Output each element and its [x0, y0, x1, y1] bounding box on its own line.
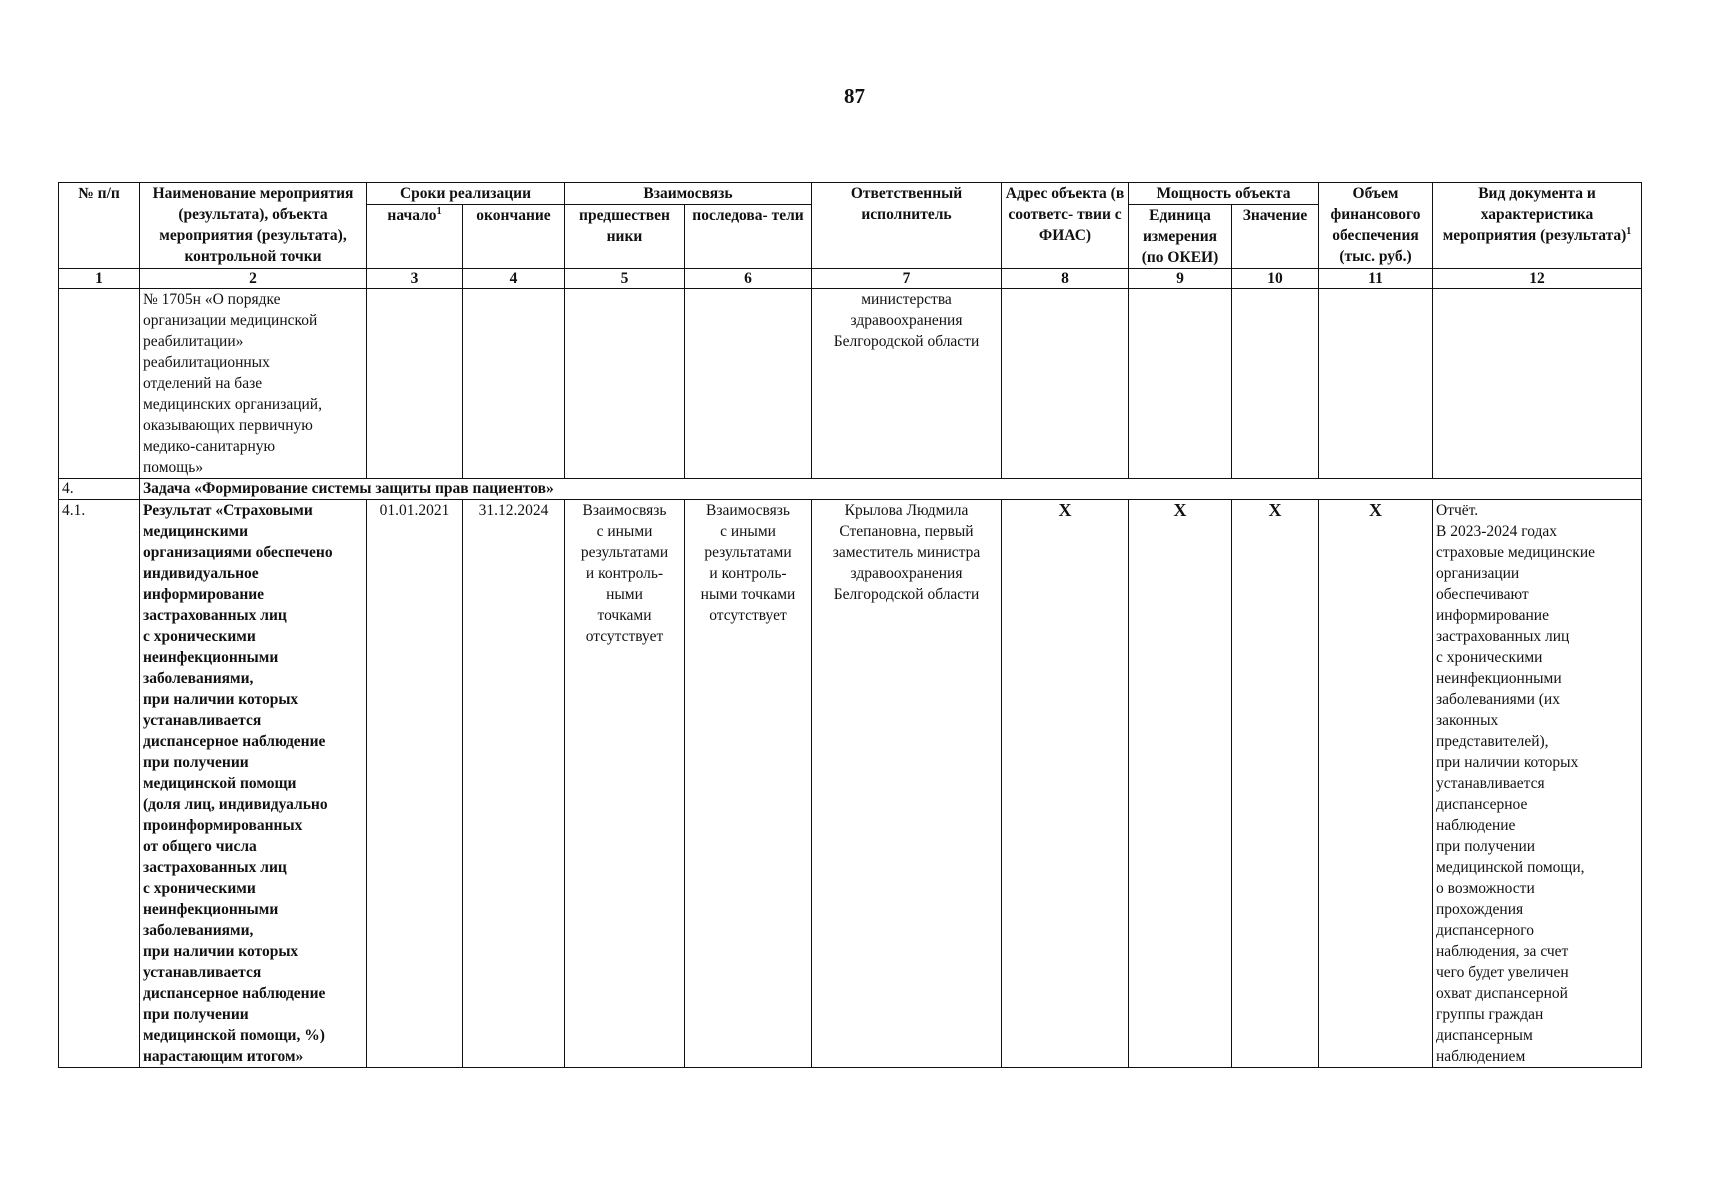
header-successors: последова- тели — [685, 205, 812, 269]
cell-empty — [1319, 289, 1433, 479]
header-name: Наименование мероприятия (результата), объекта мероприятия (результата), контрольной точки — [140, 183, 367, 269]
cell-empty — [1433, 289, 1642, 479]
result-value: X — [1232, 500, 1319, 1068]
column-number: 3 — [367, 269, 463, 289]
header-timing-group: Сроки реализации — [367, 183, 565, 205]
continued-name: № 1705н «О порядке организации медицинской реабилитации» реабилитационных отделений на базе медицинских организаций, оказывающих первичную медико-санитарную помощь» — [140, 289, 367, 479]
header-responsible: Ответственный исполнитель — [812, 183, 1002, 269]
continued-responsible: министерства здравоохранения Белгородской области — [812, 289, 1002, 479]
header-end: окончание — [463, 205, 565, 269]
result-funding: X — [1319, 500, 1433, 1068]
cell-empty — [1002, 289, 1129, 479]
column-number: 5 — [565, 269, 685, 289]
column-number: 9 — [1129, 269, 1232, 289]
header-value: Значение — [1232, 205, 1319, 269]
footnote-mark: 1 — [1626, 225, 1632, 237]
result-unit: X — [1129, 500, 1232, 1068]
column-number: 8 — [1002, 269, 1129, 289]
result-name: Результат «Страховыми медицинскими организациями обеспечено индивидуальное информирование застрахованных лиц с хроническими неинфекционными заболеваниями, при наличии которых устанавливается диспансерное наблюдение при получении медицинской помощи (доля лиц, индивидуально проинформированных от общего числа застрахованных лиц с хроническими неинфекционными заболеваниями, при наличии которых устанавливается диспансерное наблюдение при получении медицинской помощи, %) нарастающим итогом» — [140, 500, 367, 1068]
column-number: 6 — [685, 269, 812, 289]
column-number: 2 — [140, 269, 367, 289]
cell-empty — [59, 289, 140, 479]
header-predecessors: предшествен ники — [565, 205, 685, 269]
cell-empty — [367, 289, 463, 479]
header-address: Адрес объекта (в соответс- твии с ФИАС) — [1002, 183, 1129, 269]
cell-empty — [463, 289, 565, 479]
column-number: 12 — [1433, 269, 1642, 289]
column-number: 1 — [59, 269, 140, 289]
column-number: 7 — [812, 269, 1002, 289]
header-links-group: Взаимосвязь — [565, 183, 812, 205]
header-unit: Единица измерения (по ОКЕИ) — [1129, 205, 1232, 269]
task-title: Задача «Формирование системы защиты прав пациентов» — [140, 479, 1642, 500]
header-capacity-group: Мощность объекта — [1129, 183, 1319, 205]
cell-empty — [1129, 289, 1232, 479]
result-row — [59, 500, 1642, 1068]
header-start — [367, 205, 463, 269]
result-start-date: 01.01.2021 — [367, 500, 463, 1068]
column-number: 10 — [1232, 269, 1319, 289]
header-start-label: начало — [387, 207, 437, 224]
result-successors: Взаимосвязь с иными результатами и контроль- ными точками отсутствует — [685, 500, 812, 1068]
column-number: 4 — [463, 269, 565, 289]
cell-empty — [1232, 289, 1319, 479]
column-number: 11 — [1319, 269, 1433, 289]
result-predecessors: Взаимосвязь с иными результатами и контроль- ными точками отсутствует — [565, 500, 685, 1068]
result-address: X — [1002, 500, 1129, 1068]
footnote-mark: 1 — [436, 205, 442, 217]
result-number: 4.1. — [59, 500, 140, 1068]
column-number-row — [59, 269, 1642, 289]
header-row-1 — [59, 183, 1642, 205]
continued-row — [59, 289, 1642, 479]
header-number: № п/п — [59, 183, 140, 269]
header-funding: Объем финансового обеспечения (тыс. руб.) — [1319, 183, 1433, 269]
header-document-label: Вид документа и характеристика мероприятия (результата) — [1442, 185, 1627, 244]
task-row — [59, 479, 1642, 500]
result-end-date: 31.12.2024 — [463, 500, 565, 1068]
result-document: Отчёт. В 2023-2024 годах страховые медицинские организации обеспечивают информирование застрахованных лиц с хроническими неинфекционными заболеваниями (их законных представителей), при наличии которых устанавливается диспансерное наблюдение при получении медицинской помощи, о возможности прохождения диспансерного наблюдения, за счет чего будет увеличен охват диспансерной группы граждан диспансерным наблюдением — [1433, 500, 1642, 1068]
page-number: 87 — [844, 84, 865, 108]
header-document — [1433, 183, 1642, 269]
cell-empty — [685, 289, 812, 479]
events-table — [58, 182, 1642, 1068]
task-number: 4. — [59, 479, 140, 500]
cell-empty — [565, 289, 685, 479]
result-responsible: Крылова Людмила Степановна, первый заместитель министра здравоохранения Белгородской области — [812, 500, 1002, 1068]
